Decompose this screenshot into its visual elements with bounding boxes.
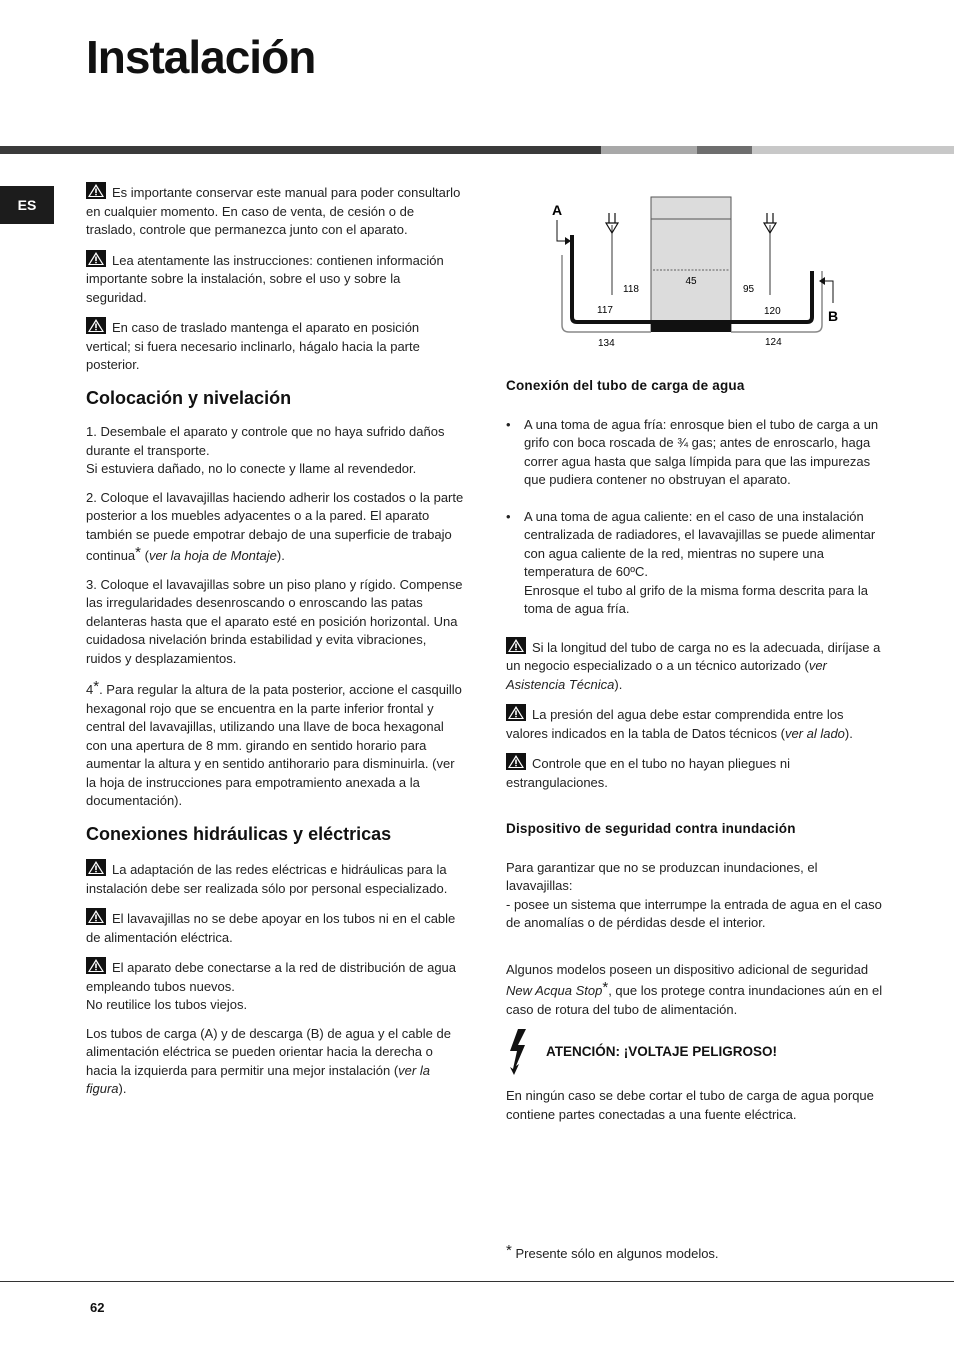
header-bar-light: [752, 146, 954, 154]
page-number: 62: [90, 1300, 105, 1315]
step-1: [86, 423, 464, 479]
warning-text: En caso de traslado mantenga el aparato en posición vertical; si fuera necesario inclinarlo, hágalo hacia la parte posterior.: [86, 320, 420, 372]
step-4-text: . Para regular la altura de la pata posterior, accione el casquillo hexagonal rojo que se encuentra en la parte inferior frontal y central del lavavajillas, utilizando una llave de boca hexagonal con una apertura de 8 mm. girando en sentido horario para aumentar la altura y en sentido antihorario para disminuirla. (ver la hoja de instrucciones para empotramiento anexada a la documentación).: [86, 682, 462, 808]
flood-text-4: , que los protege contra inundaciones aún en el caso de rotura del tubo de alimentación.: [506, 983, 883, 1017]
hoses-ref: ver la figura: [86, 1062, 430, 1096]
bullet-text: A una toma de agua caliente: en el caso de una instalación centralizada de radiadores, el lavavajillas se puede alimentar con agua caliente de la red, mientras no supere una temperatura de 60ºC.: [524, 508, 876, 579]
warning-paragraph: [86, 908, 464, 947]
warning-paragraph: [86, 859, 464, 898]
lightning-bolt-icon: [506, 1029, 532, 1075]
warning-ref: ver al lado: [784, 725, 845, 741]
dim-left-inner: 118: [623, 284, 639, 295]
warning-text: Si la longitud del tubo de carga no es la adecuada, diríjase a un negocio especializado o a un técnico autorizado (: [506, 639, 881, 673]
warning-text: Lea atentamente las instrucciones: contienen información importante sobre la instalación, sobre el uso y sobre la seguridad.: [86, 252, 444, 305]
step-4: [86, 678, 464, 811]
page-title: Instalación: [86, 31, 316, 83]
warning-paragraph: [86, 957, 464, 1015]
asterisk: *: [602, 979, 609, 996]
step-1-text: 1. Desembale el aparato y controle que no haya sufrido daños durante el transporte.: [86, 424, 445, 458]
warning-text: Controle que en el tubo no hayan pliegues ni estrangulaciones.: [506, 756, 791, 790]
warning-text: El lavavajillas no se debe apoyar en los tubos ni en el cable de alimentación eléctrica.: [86, 911, 456, 945]
warning-text: La presión del agua debe estar comprendida entre los valores indicados en la tabla de Datos técnicos (: [506, 707, 844, 741]
asterisk: *: [93, 678, 100, 695]
warning-text-2: No reutilice los tubos viejos.: [86, 997, 248, 1012]
warning-ref: ver Asistencia Técnica: [506, 658, 827, 692]
step-4-num: 4: [86, 682, 94, 697]
voltage-warning-text: En ningún caso se debe cortar el tubo de carga de agua porque contiene partes conectadas a una fuente eléctrica.: [506, 1088, 874, 1122]
warning-triangle-icon: [86, 908, 106, 925]
hoses-close: ).: [118, 1081, 127, 1096]
dim-right-inner: 95: [743, 284, 755, 295]
warning-text: La adaptación de las redes eléctricas e hidráulicas para la instalación debe ser realizada sólo por personal especializado.: [86, 862, 448, 896]
appliance-base: [651, 320, 731, 332]
product-name: New Acqua Stop: [506, 983, 603, 998]
voltage-warning: [506, 1029, 886, 1075]
step-2-ref: ver la hoja de Montaje: [148, 548, 277, 563]
right-column: [506, 377, 886, 1134]
language-tab: ES: [0, 186, 54, 224]
list-item: [506, 508, 886, 619]
subheading-flood-device: Dispositivo de seguridad contra inundación: [506, 821, 796, 836]
bullet-text-2: Enrosque el tubo al grifo de la misma forma descrita para la toma de agua fría.: [524, 582, 868, 616]
asterisk: *: [506, 1242, 512, 1259]
header-bar-mid: [601, 146, 697, 154]
step-2-open: (: [141, 548, 149, 563]
warning-paragraph: [506, 753, 886, 792]
label-a: A: [552, 202, 563, 218]
footnote-text: Presente sólo en algunos modelos.: [515, 1246, 719, 1261]
warning-close: ).: [844, 725, 853, 741]
step-2-close: ).: [276, 548, 285, 563]
warning-triangle-icon: [86, 250, 106, 267]
footnote: [506, 1242, 719, 1261]
hose-installation-diagram: [545, 195, 845, 355]
warning-triangle-icon: [506, 753, 526, 770]
warning-paragraph: [86, 182, 464, 240]
header-bar-gray: [697, 146, 752, 154]
hoses-paragraph: [86, 1025, 464, 1099]
step-1-note: Si estuviera dañado, no lo conecte y llame al revendedor.: [86, 461, 417, 476]
voltage-warning-title: ATENCIÓN: ¡VOLTAJE PELIGROSO!: [546, 1043, 778, 1059]
flood-text-3: Algunos modelos poseen un dispositivo adicional de seguridad: [506, 961, 869, 977]
dim-center: 45: [685, 276, 697, 287]
warning-paragraph: [86, 317, 464, 375]
header-bar-dark: [0, 146, 601, 154]
warning-triangle-icon: [506, 637, 526, 654]
label-b: B: [828, 308, 839, 324]
dim-left-outer: 134: [598, 338, 615, 349]
bullet-list: [506, 416, 886, 619]
warning-paragraph: [86, 250, 464, 308]
pointer-a-icon: [557, 220, 565, 241]
appliance-body: [651, 197, 731, 331]
warning-triangle-icon: [86, 859, 106, 876]
section-heading-connections: Conexiones hidráulicas y eléctricas: [86, 823, 392, 844]
dim-right-mid: 120: [764, 306, 781, 317]
flood-paragraph-2: [506, 961, 886, 1020]
warning-paragraph: [506, 704, 886, 743]
warning-triangle-icon: [506, 704, 526, 721]
warning-triangle-icon: [86, 182, 106, 199]
warning-paragraph: [506, 637, 886, 695]
flood-text-2: - posee un sistema que interrumpe la entrada de agua en el caso de anomalías o de pérdidas desde el interior.: [506, 896, 882, 930]
section-heading-placement: Colocación y nivelación: [86, 387, 292, 408]
hoses-text: Los tubos de carga (A) y de descarga (B) de agua y el cable de alimentación eléctrica se pueden orientar hacia la derecha o hacia la izquierda para permitir una mejor instalación (: [86, 1025, 451, 1078]
left-column: [86, 182, 464, 1109]
step-2-text: 2. Coloque el lavavajillas haciendo adherir los costados o la parte posterior a los muebles adyacentes o a la pared. El aparato también se puede empotrar debajo de una superficie de trabajo continua: [86, 489, 464, 563]
subheading-water-inlet: Conexión del tubo de carga de agua: [506, 378, 745, 393]
warning-text: Es importante conservar este manual para poder consultarlo en cualquier momento. En caso de venta, de cesión o de traslado, controle que permanezca junto con el aparato.: [86, 185, 461, 237]
list-item: • A una toma de agua fría: enrosque bien el tubo de carga a un grifo con boca roscada de ¾ gas; antes de enroscarlo, haga correr agua hasta que salga límpida para que las impurezas que pudiera contener no obstruyan el aparato.: [506, 416, 886, 490]
step-2: [86, 489, 464, 566]
pointer-b-icon: [825, 281, 833, 303]
step-3: 3. Coloque el lavavajillas sobre un piso plano y rígido. Compense las irregularidades desenroscando o enroscando las patas delanteras hasta que el aparato esté en posición horizontal. Una cuidadosa nivelación brinda estabilidad y evita vibraciones, ruidos y desplazamientos.: [86, 576, 463, 666]
warning-text: El aparato debe conectarse a la red de distribución de agua empleando tubos nuevos.: [86, 960, 457, 994]
flood-paragraph-1: [506, 859, 886, 933]
warning-triangle-icon: [86, 317, 106, 334]
asterisk: *: [135, 544, 141, 561]
dim-left-mid: 117: [597, 305, 613, 316]
footer-rule: [0, 1281, 954, 1282]
warning-triangle-icon: [86, 957, 106, 974]
warning-close: ).: [614, 676, 623, 692]
dim-right-outer: 124: [765, 337, 782, 348]
flood-text: Para garantizar que no se produzcan inundaciones, el lavavajillas:: [506, 859, 818, 893]
